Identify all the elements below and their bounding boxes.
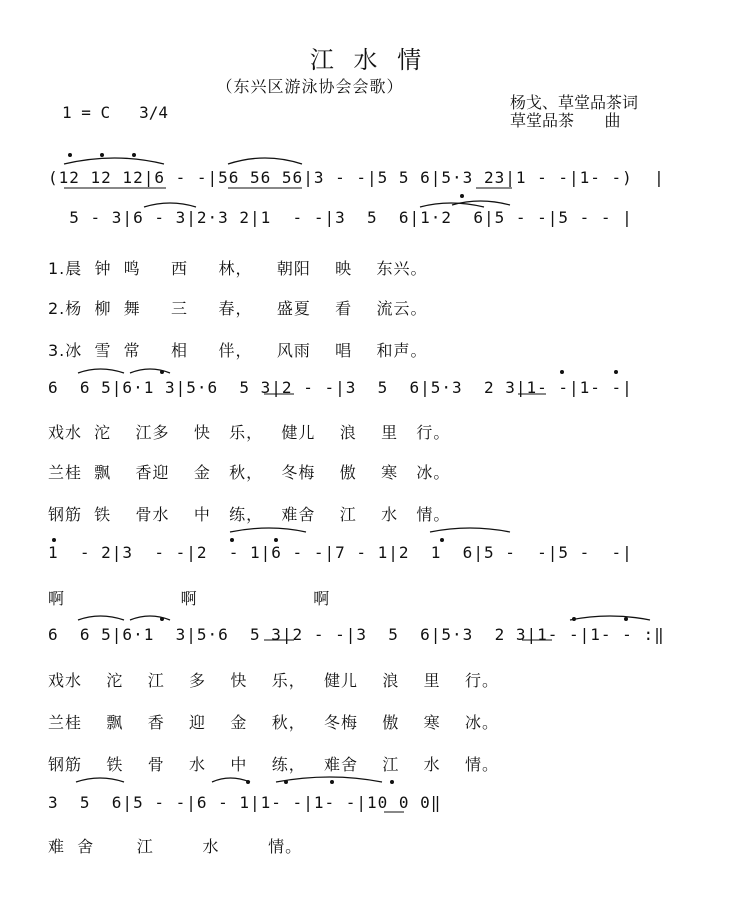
lyric-line: 兰桂 飘 香迎 金 秋， 冬梅 傲 寒 冰。 bbox=[48, 463, 451, 482]
lyric-line: 难 舍 江 水 情。 bbox=[48, 837, 303, 856]
lyric-line: 兰桂 飘 香 迎 金 秋， 冬梅 傲 寒 冰。 bbox=[48, 713, 500, 732]
notation-line: 1 - 2|3 - -|2 - 1|6 - -|7 - 1|2 1 6|5 - -|5 - -| bbox=[48, 543, 633, 562]
lyric-line: 戏水 沱 江多 快 乐， 健儿 浪 里 行。 bbox=[48, 423, 451, 442]
lyric-line: 钢筋 铁 骨水 中 练， 难舍 江 水 情。 bbox=[48, 505, 451, 524]
lyric-line: 1.晨 钟 鸣 西 林， 朝阳 映 东兴。 bbox=[48, 259, 428, 278]
composer-credit: 草堂品茶 曲 bbox=[510, 111, 621, 130]
lyric-line: 戏水 沱 江 多 快 乐， 健儿 浪 里 行。 bbox=[48, 671, 500, 690]
notation-line: 6 6 5|6·1 3|5·6 5 3|2 - -|3 5 6|5·3 2 3|1- -|1- -| bbox=[48, 378, 633, 397]
notation-line: (12 12 12|6 - -|56 56 56|3 - -|5 5 6|5·3 23|1 - -|1- -) | bbox=[48, 168, 665, 187]
lyric-line: 3.冰 雪 常 相 伴， 风雨 唱 和声。 bbox=[48, 341, 428, 360]
notation-line: 5 - 3|6 - 3|2·3 2|1 - -|3 5 6|1·2 6|5 - -|5 - - | bbox=[48, 208, 633, 227]
lyric-line: 2.杨 柳 舞 三 春， 盛夏 看 流云。 bbox=[48, 299, 428, 318]
lyric-line: 啊 啊 啊 bbox=[48, 589, 331, 608]
lyricist-credit: 杨戈、草堂品茶词 bbox=[510, 93, 639, 112]
notation-line: 3 5 6|5 - -|6 - 1|1- -|1- -|10 0 0‖ bbox=[48, 793, 442, 812]
key-time-signature: 1 = C 3/4 bbox=[62, 103, 168, 122]
title: 江 水 情 bbox=[309, 46, 428, 74]
subtitle: （东兴区游泳协会会歌） bbox=[216, 77, 404, 96]
lyric-line: 钢筋 铁 骨 水 中 练， 难舍 江 水 情。 bbox=[48, 755, 500, 774]
notation-line: 6 6 5|6·1 3|5·6 5 3|2 - -|3 5 6|5·3 2 3|1- -|1- - :‖ bbox=[48, 625, 665, 644]
